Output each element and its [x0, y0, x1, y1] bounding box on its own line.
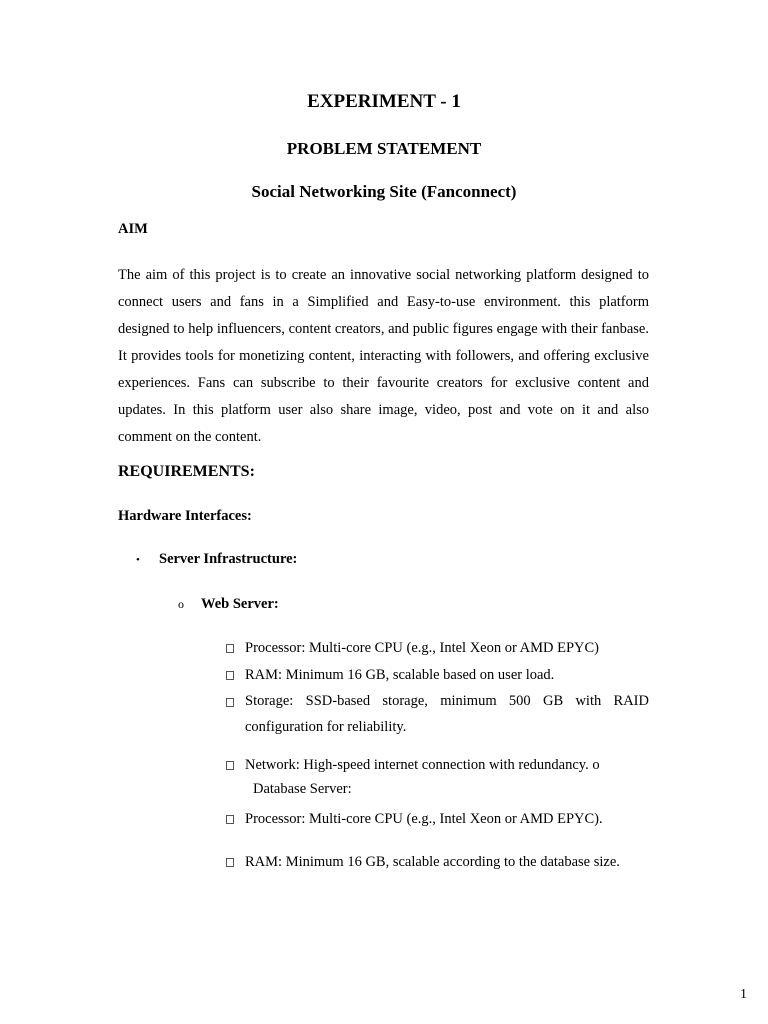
server-infrastructure-label: Server Infrastructure:: [159, 551, 298, 567]
list-item: RAM: Minimum 16 GB, scalable according to the database size.: [245, 854, 620, 870]
list-item: RAM: Minimum 16 GB, scalable based on user load.: [245, 667, 555, 683]
document-title: EXPERIMENT - 1: [307, 91, 461, 112]
aim-heading: AIM: [118, 221, 148, 237]
web-server-label: Web Server:: [201, 596, 279, 612]
checkbox-bullet-icon: [226, 858, 234, 867]
requirements-heading: REQUIREMENTS:: [118, 463, 255, 480]
hardware-interfaces-heading: Hardware Interfaces:: [118, 508, 252, 524]
bullet-marker: o: [178, 597, 184, 611]
checkbox-bullet-icon: [226, 671, 234, 680]
aim-paragraph: The aim of this project is to create an innovative social networking platform designed to connect users and fans in a Simplified and Easy-to-use environment. this platform designed to help influencers, content creators, and public figures engage with their fanbase. It provides tools for monetizing content, interacting with followers, and offering exclusive experiences. Fans can subscribe to their favourite creators for exclusive content and updates. In this platform user also share image, video, post and vote on it and also comment on the content.: [118, 267, 649, 445]
list-item-continuation: Database Server:: [253, 781, 352, 797]
checkbox-bullet-icon: [226, 815, 234, 824]
list-item: Processor: Multi-core CPU (e.g., Intel Xeon or AMD EPYC).: [245, 811, 603, 827]
list-item: Processor: Multi-core CPU (e.g., Intel Xeon or AMD EPYC): [245, 640, 599, 656]
page-number: 1: [740, 987, 747, 1002]
checkbox-bullet-icon: [226, 761, 234, 770]
checkbox-bullet-icon: [226, 644, 234, 653]
list-item: Network: High-speed internet connection with redundancy. o: [245, 757, 600, 773]
problem-statement-heading: PROBLEM STATEMENT: [286, 139, 482, 158]
web-server-bullet: [178, 596, 279, 613]
project-title: Social Networking Site (Fanconnect): [251, 182, 517, 201]
server-infrastructure-bullet: [136, 551, 297, 568]
checkbox-bullet-icon: [226, 698, 234, 707]
bullet-marker: •: [136, 554, 140, 566]
list-item: Storage: SSD-based storage, minimum 500 GB with RAID configuration for reliability.: [245, 693, 649, 735]
